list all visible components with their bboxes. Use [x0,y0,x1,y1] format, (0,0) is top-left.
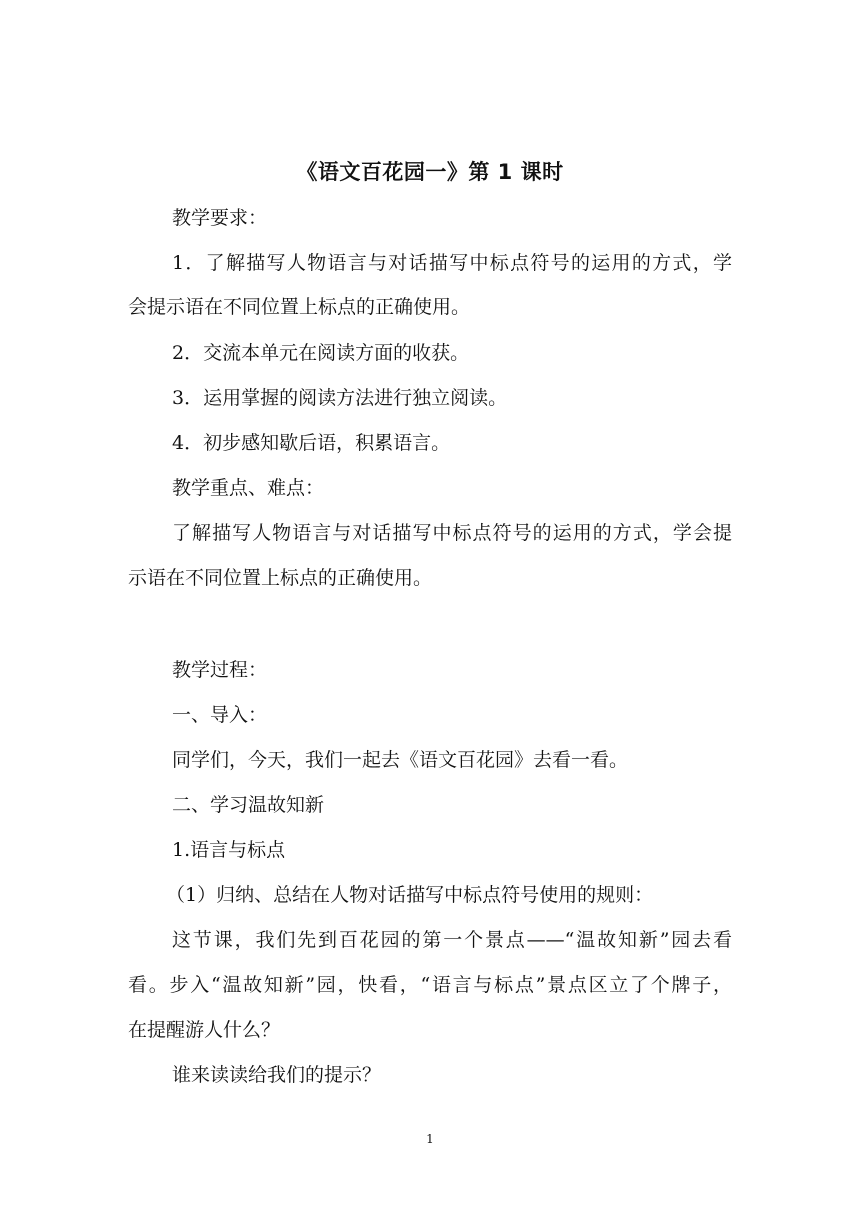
paragraph-line: 示语在不同位置上标点的正确使用。 [128,567,433,589]
section-heading-key-points: 教学重点、难点： [172,477,325,499]
page-title: 《语文百花园一》第 1 课时 [296,160,564,184]
paragraph-line: 了解描写人物语言与对话描写中标点符号的运用的方式，学会提 [172,522,732,544]
section-heading-requirements: 教学要求： [172,207,268,229]
paragraph-line: 这节课，我们先到百花园的第一个景点——“温故知新”园去看 [172,929,732,951]
paragraph-line: 二、学习温故知新 [172,794,325,816]
paragraph-line: （1）归纳、总结在人物对话描写中标点符号使用的规则： [166,884,654,906]
paragraph-line: 一、导入： [172,704,268,726]
paragraph-line: 会提示语在不同位置上标点的正确使用。 [128,296,471,318]
paragraph-line: 2．交流本单元在阅读方面的收获。 [172,342,470,364]
paragraph-line: 4．初步感知歇后语，积累语言。 [172,432,451,454]
paragraph-line: 看。步入“温故知新”园，快看，“语言与标点”景点区立了个牌子， [128,974,732,996]
section-heading-process: 教学过程： [172,659,268,681]
paragraph-line: 谁来读读给我们的提示？ [172,1064,382,1086]
paragraph-line: 1．了解描写人物语言与对话描写中标点符号的运用的方式，学 [172,252,732,274]
paragraph-line: 同学们，今天，我们一起去《语文百花园》去看一看。 [172,749,629,771]
paragraph-line: 3．运用掌握的阅读方法进行独立阅读。 [172,387,508,409]
paragraph-line: 1.语言与标点 [172,839,286,861]
paragraph-line: 在提醒游人什么？ [128,1019,281,1041]
page-number: 1 [426,1132,434,1146]
